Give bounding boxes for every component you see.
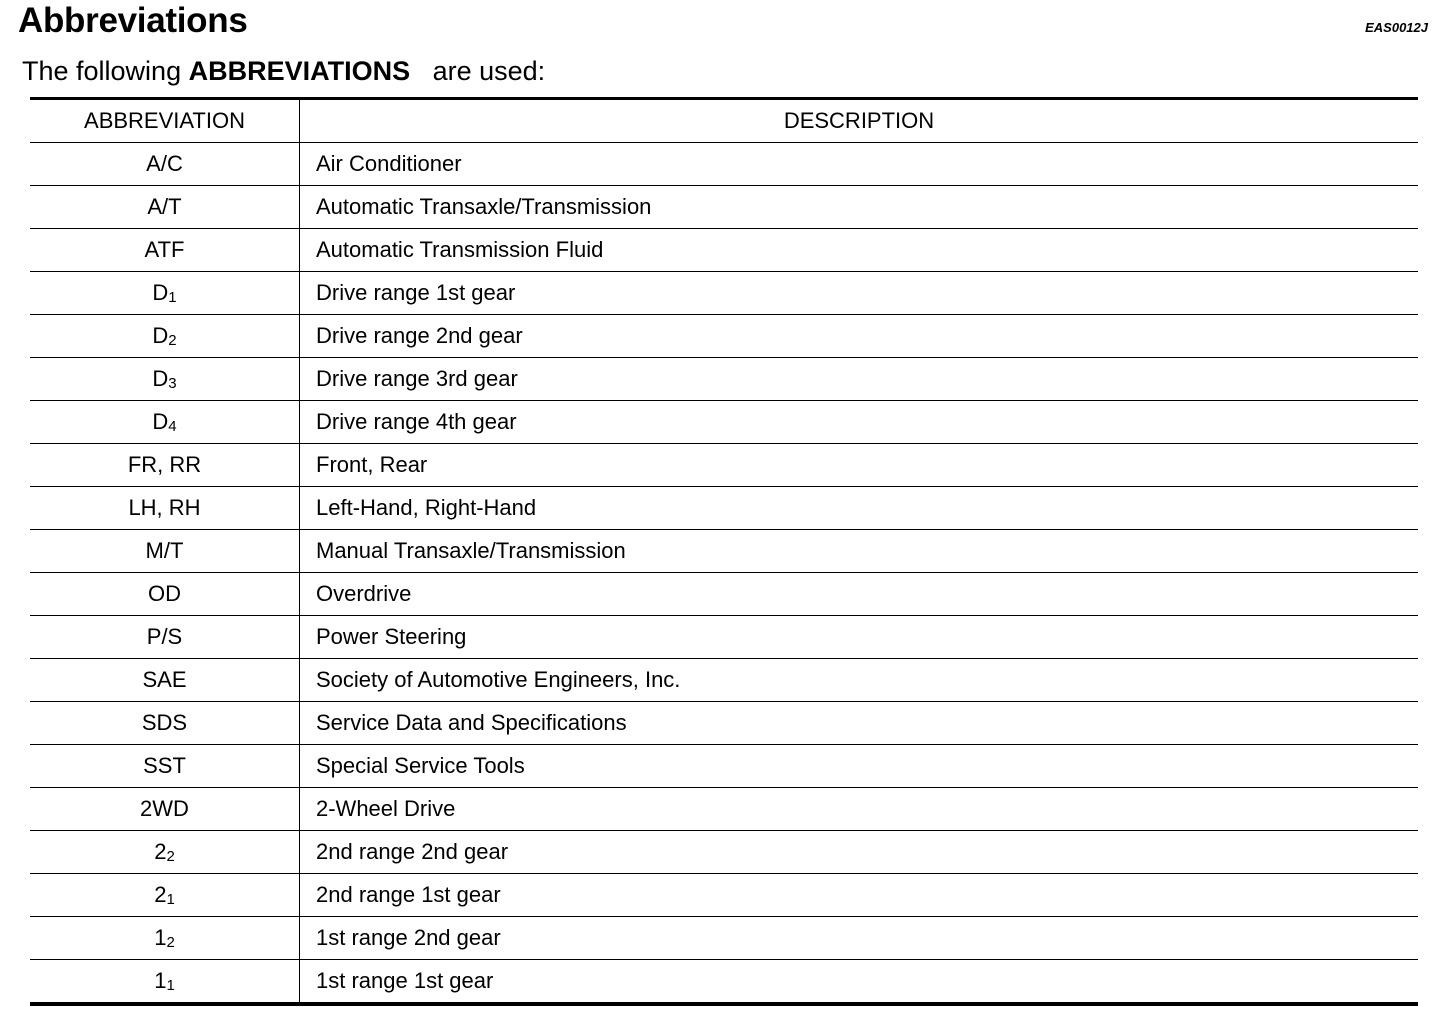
- abbreviation-subscript: 1: [166, 977, 175, 994]
- abbreviations-table: [30, 97, 1418, 1006]
- abbreviation-cell: [30, 186, 300, 229]
- header-abbreviation: ABBREVIATION: [30, 99, 300, 143]
- abbreviation-cell: [30, 616, 300, 659]
- description-cell: Drive range 2nd gear: [300, 315, 1419, 358]
- intro-suffix: are used:: [410, 56, 546, 86]
- table-row: [30, 487, 1418, 530]
- abbreviation-cell: [30, 702, 300, 745]
- abbreviation-text: A/T: [147, 194, 182, 219]
- table-row: [30, 229, 1418, 272]
- description-cell: 2nd range 1st gear: [300, 874, 1419, 917]
- description-cell: Society of Automotive Engineers, Inc.: [300, 659, 1419, 702]
- table-row: [30, 401, 1418, 444]
- abbreviation-cell: [30, 831, 300, 874]
- description-cell: Overdrive: [300, 573, 1419, 616]
- abbreviation-cell: [30, 315, 300, 358]
- abbreviation-text: 1: [154, 925, 167, 950]
- table-row: [30, 917, 1418, 960]
- abbreviation-subscript: 4: [168, 418, 177, 435]
- abbreviation-cell: [30, 745, 300, 788]
- abbreviation-text: P/S: [146, 624, 183, 649]
- description-cell: Front, Rear: [300, 444, 1419, 487]
- abbreviation-subscript: 1: [166, 891, 175, 908]
- description-cell: Drive range 4th gear: [300, 401, 1419, 444]
- abbreviation-cell: [30, 229, 300, 272]
- description-cell: Power Steering: [300, 616, 1419, 659]
- intro-prefix: The following: [22, 56, 189, 86]
- abbreviation-subscript: 3: [168, 375, 177, 392]
- abbreviation-cell: [30, 487, 300, 530]
- abbreviation-text: D: [152, 280, 169, 305]
- table-body: [30, 143, 1418, 1005]
- abbreviation-text: SDS: [141, 710, 188, 735]
- table-row: [30, 702, 1418, 745]
- table-row: [30, 358, 1418, 401]
- description-cell: 1st range 2nd gear: [300, 917, 1419, 960]
- table-row: [30, 315, 1418, 358]
- abbreviation-text: SST: [143, 753, 186, 778]
- abbreviation-text: M/T: [145, 538, 184, 563]
- abbreviation-text: 1: [154, 968, 167, 993]
- table-row: [30, 960, 1418, 1005]
- abbreviation-text: 2WD: [140, 796, 189, 821]
- table-row: [30, 530, 1418, 573]
- abbreviation-cell: [30, 401, 300, 444]
- table-row: [30, 143, 1418, 186]
- abbreviation-cell: [30, 143, 300, 186]
- description-cell: 2-Wheel Drive: [300, 788, 1419, 831]
- intro-sentence: [22, 54, 545, 88]
- table-row: [30, 659, 1418, 702]
- abbreviation-cell: [30, 874, 300, 917]
- table-row: [30, 573, 1418, 616]
- abbreviation-text: D: [152, 409, 169, 434]
- abbreviation-subscript: 2: [166, 934, 175, 951]
- abbreviation-cell: [30, 530, 300, 573]
- abbreviation-cell: [30, 960, 300, 1005]
- description-cell: Air Conditioner: [300, 143, 1419, 186]
- abbreviation-text: D: [152, 366, 169, 391]
- document-code: EAS0012J: [1365, 20, 1428, 35]
- abbreviation-subscript: 2: [166, 848, 175, 865]
- table-row: [30, 831, 1418, 874]
- description-cell: Automatic Transmission Fluid: [300, 229, 1419, 272]
- abbreviation-text: A/C: [146, 151, 183, 176]
- description-cell: Service Data and Specifications: [300, 702, 1419, 745]
- table-row: [30, 745, 1418, 788]
- table-header-row: [30, 99, 1418, 143]
- abbreviation-cell: [30, 917, 300, 960]
- abbreviation-subscript: 2: [168, 332, 177, 349]
- abbreviation-cell: [30, 659, 300, 702]
- description-cell: Drive range 1st gear: [300, 272, 1419, 315]
- description-cell: Special Service Tools: [300, 745, 1419, 788]
- abbreviation-cell: [30, 573, 300, 616]
- table-row: [30, 186, 1418, 229]
- table-row: [30, 788, 1418, 831]
- abbreviation-subscript: 1: [168, 289, 177, 306]
- intro-bold-term: ABBREVIATIONS: [188, 56, 411, 86]
- header-description: DESCRIPTION: [300, 99, 1419, 143]
- page-title: Abbreviations: [18, 1, 248, 40]
- abbreviation-cell: [30, 444, 300, 487]
- description-cell: 1st range 1st gear: [316, 968, 494, 993]
- abbreviation-cell: [30, 272, 300, 315]
- abbreviation-text: ATF: [144, 237, 185, 262]
- description-cell: Drive range 3rd gear: [300, 358, 1419, 401]
- abbreviation-cell: [30, 788, 300, 831]
- description-cell: Automatic Transaxle/Transmission: [300, 186, 1419, 229]
- table-row: [30, 874, 1418, 917]
- abbreviation-cell: [30, 358, 300, 401]
- abbreviation-text: 2: [154, 839, 167, 864]
- table-row: [30, 616, 1418, 659]
- abbreviation-text: FR, RR: [127, 452, 202, 477]
- description-cell: 2nd range 2nd gear: [300, 831, 1419, 874]
- table-row: [30, 444, 1418, 487]
- table-row: [30, 272, 1418, 315]
- abbreviation-text: 2: [154, 882, 167, 907]
- description-cell: Left-Hand, Right-Hand: [300, 487, 1419, 530]
- description-cell: Manual Transaxle/Transmission: [300, 530, 1419, 573]
- abbreviation-text: LH, RH: [128, 495, 201, 520]
- abbreviation-text: SAE: [142, 667, 187, 692]
- abbreviation-text: D: [152, 323, 169, 348]
- abbreviation-text: OD: [148, 581, 181, 606]
